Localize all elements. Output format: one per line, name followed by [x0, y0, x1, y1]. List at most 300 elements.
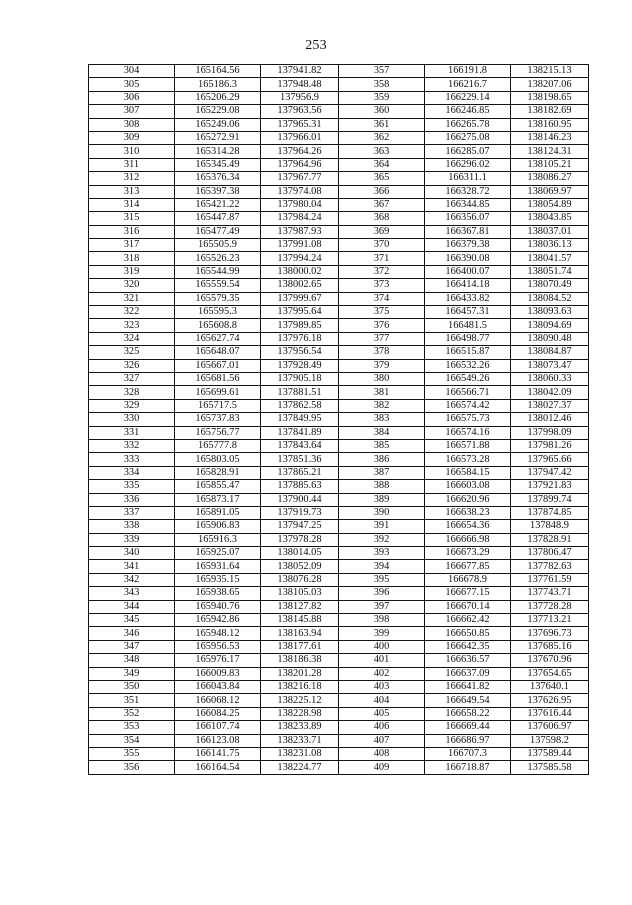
x-coordinate-cell: 165940.76: [175, 600, 261, 613]
y-coordinate-cell: 138105.03: [261, 587, 339, 600]
y-coordinate-cell: 137626.95: [511, 694, 589, 707]
point-number-cell: 339: [89, 533, 175, 546]
y-coordinate-cell: 137885.63: [261, 480, 339, 493]
y-coordinate-cell: 138216.18: [261, 680, 339, 693]
table-row: [89, 91, 589, 104]
point-number-cell: 378: [339, 346, 425, 359]
y-coordinate-cell: 137964.96: [261, 158, 339, 171]
x-coordinate-cell: 166574.16: [425, 426, 511, 439]
x-coordinate-cell: 165956.53: [175, 640, 261, 653]
x-coordinate-cell: 165803.05: [175, 453, 261, 466]
point-number-cell: 308: [89, 118, 175, 131]
table-row: [89, 225, 589, 238]
table-row: [89, 466, 589, 479]
table-row: [89, 533, 589, 546]
x-coordinate-cell: 165579.35: [175, 292, 261, 305]
x-coordinate-cell: 166654.36: [425, 520, 511, 533]
x-coordinate-cell: 166344.85: [425, 198, 511, 211]
y-coordinate-cell: 138076.28: [261, 573, 339, 586]
y-coordinate-cell: 138124.31: [511, 145, 589, 158]
y-coordinate-cell: 137728.28: [511, 600, 589, 613]
point-number-cell: 365: [339, 172, 425, 185]
point-number-cell: 362: [339, 131, 425, 144]
x-coordinate-cell: 166457.31: [425, 306, 511, 319]
x-coordinate-cell: 165314.28: [175, 145, 261, 158]
x-coordinate-cell: 166636.57: [425, 654, 511, 667]
x-coordinate-cell: 166532.26: [425, 359, 511, 372]
y-coordinate-cell: 137899.74: [511, 493, 589, 506]
y-coordinate-cell: 138201.28: [261, 667, 339, 680]
point-number-cell: 325: [89, 346, 175, 359]
y-coordinate-cell: 138042.09: [511, 386, 589, 399]
point-number-cell: 384: [339, 426, 425, 439]
y-coordinate-cell: 137743.71: [511, 587, 589, 600]
table-row: [89, 105, 589, 118]
x-coordinate-cell: 166296.02: [425, 158, 511, 171]
x-coordinate-cell: 166275.08: [425, 131, 511, 144]
point-number-cell: 354: [89, 734, 175, 747]
y-coordinate-cell: 137862.58: [261, 399, 339, 412]
table-row: [89, 372, 589, 385]
point-number-cell: 396: [339, 587, 425, 600]
y-coordinate-cell: 137585.58: [511, 761, 589, 774]
x-coordinate-cell: 165526.23: [175, 252, 261, 265]
y-coordinate-cell: 137874.85: [511, 506, 589, 519]
x-coordinate-cell: 166678.9: [425, 573, 511, 586]
x-coordinate-cell: 166216.7: [425, 78, 511, 91]
x-coordinate-cell: 165272.91: [175, 131, 261, 144]
point-number-cell: 345: [89, 614, 175, 627]
point-number-cell: 342: [89, 573, 175, 586]
point-number-cell: 327: [89, 372, 175, 385]
point-number-cell: 309: [89, 131, 175, 144]
y-coordinate-cell: 137606.97: [511, 721, 589, 734]
point-number-cell: 351: [89, 694, 175, 707]
x-coordinate-cell: 165717.5: [175, 399, 261, 412]
point-number-cell: 321: [89, 292, 175, 305]
x-coordinate-cell: 165828.91: [175, 466, 261, 479]
point-number-cell: 311: [89, 158, 175, 171]
point-number-cell: 343: [89, 587, 175, 600]
table-row: [89, 413, 589, 426]
y-coordinate-cell: 137956.9: [261, 91, 339, 104]
point-number-cell: 399: [339, 627, 425, 640]
x-coordinate-cell: 166356.07: [425, 212, 511, 225]
point-number-cell: 324: [89, 332, 175, 345]
x-coordinate-cell: 165648.07: [175, 346, 261, 359]
y-coordinate-cell: 137685.16: [511, 640, 589, 653]
point-number-cell: 348: [89, 654, 175, 667]
point-number-cell: 332: [89, 439, 175, 452]
y-coordinate-cell: 137974.08: [261, 185, 339, 198]
x-coordinate-cell: 166677.85: [425, 560, 511, 573]
point-number-cell: 392: [339, 533, 425, 546]
y-coordinate-cell: 138084.87: [511, 346, 589, 359]
point-number-cell: 401: [339, 654, 425, 667]
x-coordinate-cell: 166141.75: [175, 747, 261, 760]
x-coordinate-cell: 166549.26: [425, 372, 511, 385]
point-number-cell: 323: [89, 319, 175, 332]
point-number-cell: 403: [339, 680, 425, 693]
x-coordinate-cell: 166414.18: [425, 279, 511, 292]
point-number-cell: 390: [339, 506, 425, 519]
y-coordinate-cell: 137956.54: [261, 346, 339, 359]
x-coordinate-cell: 165681.56: [175, 372, 261, 385]
y-coordinate-cell: 137761.59: [511, 573, 589, 586]
point-number-cell: 395: [339, 573, 425, 586]
point-number-cell: 393: [339, 547, 425, 560]
y-coordinate-cell: 137900.44: [261, 493, 339, 506]
y-coordinate-cell: 137843.64: [261, 439, 339, 452]
y-coordinate-cell: 138043.85: [511, 212, 589, 225]
table-row: [89, 520, 589, 533]
table-row: [89, 292, 589, 305]
x-coordinate-cell: 166328.72: [425, 185, 511, 198]
y-coordinate-cell: 138052.09: [261, 560, 339, 573]
point-number-cell: 307: [89, 105, 175, 118]
y-coordinate-cell: 137995.64: [261, 306, 339, 319]
y-coordinate-cell: 138233.71: [261, 734, 339, 747]
y-coordinate-cell: 137616.44: [511, 707, 589, 720]
point-number-cell: 376: [339, 319, 425, 332]
x-coordinate-cell: 166574.42: [425, 399, 511, 412]
point-number-cell: 353: [89, 721, 175, 734]
x-coordinate-cell: 165477.49: [175, 225, 261, 238]
x-coordinate-cell: 165397.38: [175, 185, 261, 198]
point-number-cell: 349: [89, 667, 175, 680]
y-coordinate-cell: 137670.96: [511, 654, 589, 667]
table-row: [89, 573, 589, 586]
table-row: [89, 399, 589, 412]
point-number-cell: 398: [339, 614, 425, 627]
y-coordinate-cell: 138177.61: [261, 640, 339, 653]
table-row: [89, 239, 589, 252]
point-number-cell: 369: [339, 225, 425, 238]
y-coordinate-cell: 137984.24: [261, 212, 339, 225]
x-coordinate-cell: 166498.77: [425, 332, 511, 345]
y-coordinate-cell: 138094.69: [511, 319, 589, 332]
point-number-cell: 371: [339, 252, 425, 265]
y-coordinate-cell: 137640.1: [511, 680, 589, 693]
x-coordinate-cell: 165873.17: [175, 493, 261, 506]
x-coordinate-cell: 166265.78: [425, 118, 511, 131]
y-coordinate-cell: 137941.82: [261, 65, 339, 78]
y-coordinate-cell: 138198.65: [511, 91, 589, 104]
point-number-cell: 306: [89, 91, 175, 104]
x-coordinate-cell: 166718.87: [425, 761, 511, 774]
y-coordinate-cell: 138182.69: [511, 105, 589, 118]
table-row: [89, 654, 589, 667]
point-number-cell: 330: [89, 413, 175, 426]
y-coordinate-cell: 137964.26: [261, 145, 339, 158]
x-coordinate-cell: 165608.8: [175, 319, 261, 332]
y-coordinate-cell: 137966.01: [261, 131, 339, 144]
x-coordinate-cell: 165186.3: [175, 78, 261, 91]
x-coordinate-cell: 166650.85: [425, 627, 511, 640]
y-coordinate-cell: 138070.49: [511, 279, 589, 292]
x-coordinate-cell: 166285.07: [425, 145, 511, 158]
table-row: [89, 680, 589, 693]
point-number-cell: 364: [339, 158, 425, 171]
x-coordinate-cell: 165976.17: [175, 654, 261, 667]
table-row: [89, 480, 589, 493]
point-number-cell: 331: [89, 426, 175, 439]
point-number-cell: 374: [339, 292, 425, 305]
point-number-cell: 320: [89, 279, 175, 292]
x-coordinate-cell: 165627.74: [175, 332, 261, 345]
y-coordinate-cell: 137989.85: [261, 319, 339, 332]
point-number-cell: 336: [89, 493, 175, 506]
table-row: [89, 667, 589, 680]
table-row: [89, 560, 589, 573]
point-number-cell: 402: [339, 667, 425, 680]
x-coordinate-cell: 166641.82: [425, 680, 511, 693]
table-row: [89, 734, 589, 747]
table-row: [89, 279, 589, 292]
x-coordinate-cell: 166084.25: [175, 707, 261, 720]
y-coordinate-cell: 137991.08: [261, 239, 339, 252]
x-coordinate-cell: 166009.83: [175, 667, 261, 680]
y-coordinate-cell: 137999.67: [261, 292, 339, 305]
y-coordinate-cell: 137994.24: [261, 252, 339, 265]
table-row: [89, 158, 589, 171]
y-coordinate-cell: 137987.93: [261, 225, 339, 238]
x-coordinate-cell: 166515.87: [425, 346, 511, 359]
y-coordinate-cell: 138231.08: [261, 747, 339, 760]
point-number-cell: 304: [89, 65, 175, 78]
point-number-cell: 408: [339, 747, 425, 760]
table-row: [89, 65, 589, 78]
x-coordinate-cell: 166164.54: [175, 761, 261, 774]
y-coordinate-cell: 137806.47: [511, 547, 589, 560]
point-number-cell: 385: [339, 439, 425, 452]
table-row: [89, 453, 589, 466]
point-number-cell: 388: [339, 480, 425, 493]
y-coordinate-cell: 137841.89: [261, 426, 339, 439]
y-coordinate-cell: 137849.95: [261, 413, 339, 426]
table-row: [89, 131, 589, 144]
y-coordinate-cell: 138127.82: [261, 600, 339, 613]
x-coordinate-cell: 165699.61: [175, 386, 261, 399]
point-number-cell: 400: [339, 640, 425, 653]
point-number-cell: 387: [339, 466, 425, 479]
x-coordinate-cell: 166670.14: [425, 600, 511, 613]
table-row: [89, 600, 589, 613]
x-coordinate-cell: 165935.15: [175, 573, 261, 586]
point-number-cell: 346: [89, 627, 175, 640]
point-number-cell: 381: [339, 386, 425, 399]
x-coordinate-cell: 166658.22: [425, 707, 511, 720]
point-number-cell: 363: [339, 145, 425, 158]
x-coordinate-cell: 166481.5: [425, 319, 511, 332]
x-coordinate-cell: 165229.08: [175, 105, 261, 118]
x-coordinate-cell: 165777.8: [175, 439, 261, 452]
y-coordinate-cell: 138215.13: [511, 65, 589, 78]
point-number-cell: 404: [339, 694, 425, 707]
y-coordinate-cell: 137998.09: [511, 426, 589, 439]
y-coordinate-cell: 138145.88: [261, 614, 339, 627]
table-row: [89, 694, 589, 707]
x-coordinate-cell: 166638.23: [425, 506, 511, 519]
y-coordinate-cell: 138060.33: [511, 372, 589, 385]
point-number-cell: 380: [339, 372, 425, 385]
y-coordinate-cell: 138228.98: [261, 707, 339, 720]
y-coordinate-cell: 138000.02: [261, 265, 339, 278]
point-number-cell: 397: [339, 600, 425, 613]
table-row: [89, 707, 589, 720]
table-row: [89, 198, 589, 211]
point-number-cell: 329: [89, 399, 175, 412]
table-row: [89, 212, 589, 225]
table-row: [89, 506, 589, 519]
point-number-cell: 372: [339, 265, 425, 278]
point-number-cell: 334: [89, 466, 175, 479]
y-coordinate-cell: 137848.9: [511, 520, 589, 533]
point-number-cell: 368: [339, 212, 425, 225]
point-number-cell: 377: [339, 332, 425, 345]
x-coordinate-cell: 165891.05: [175, 506, 261, 519]
y-coordinate-cell: 138093.63: [511, 306, 589, 319]
y-coordinate-cell: 138225.12: [261, 694, 339, 707]
y-coordinate-cell: 137981.26: [511, 439, 589, 452]
y-coordinate-cell: 138090.48: [511, 332, 589, 345]
point-number-cell: 360: [339, 105, 425, 118]
x-coordinate-cell: 166649.54: [425, 694, 511, 707]
y-coordinate-cell: 137980.04: [261, 198, 339, 211]
point-number-cell: 407: [339, 734, 425, 747]
x-coordinate-cell: 165164.56: [175, 65, 261, 78]
y-coordinate-cell: 138224.77: [261, 761, 339, 774]
x-coordinate-cell: 166390.08: [425, 252, 511, 265]
point-number-cell: 366: [339, 185, 425, 198]
y-coordinate-cell: 137947.42: [511, 466, 589, 479]
x-coordinate-cell: 165595.3: [175, 306, 261, 319]
y-coordinate-cell: 138084.52: [511, 292, 589, 305]
point-number-cell: 310: [89, 145, 175, 158]
x-coordinate-cell: 166191.8: [425, 65, 511, 78]
point-number-cell: 358: [339, 78, 425, 91]
y-coordinate-cell: 137965.66: [511, 453, 589, 466]
x-coordinate-cell: 166068.12: [175, 694, 261, 707]
point-number-cell: 379: [339, 359, 425, 372]
y-coordinate-cell: 137919.73: [261, 506, 339, 519]
y-coordinate-cell: 138233.89: [261, 721, 339, 734]
y-coordinate-cell: 137654.65: [511, 667, 589, 680]
y-coordinate-cell: 137928.49: [261, 359, 339, 372]
x-coordinate-cell: 166571.88: [425, 439, 511, 452]
y-coordinate-cell: 137589.44: [511, 747, 589, 760]
table-row: [89, 332, 589, 345]
point-number-cell: 394: [339, 560, 425, 573]
point-number-cell: 313: [89, 185, 175, 198]
point-number-cell: 359: [339, 91, 425, 104]
x-coordinate-cell: 165925.07: [175, 547, 261, 560]
y-coordinate-cell: 137905.18: [261, 372, 339, 385]
table-row: [89, 145, 589, 158]
point-number-cell: 375: [339, 306, 425, 319]
point-number-cell: 355: [89, 747, 175, 760]
point-number-cell: 338: [89, 520, 175, 533]
point-number-cell: 312: [89, 172, 175, 185]
point-number-cell: 335: [89, 480, 175, 493]
point-number-cell: 373: [339, 279, 425, 292]
table-row: [89, 614, 589, 627]
x-coordinate-cell: 166043.84: [175, 680, 261, 693]
x-coordinate-cell: 165544.99: [175, 265, 261, 278]
point-number-cell: 317: [89, 239, 175, 252]
point-number-cell: 389: [339, 493, 425, 506]
point-number-cell: 367: [339, 198, 425, 211]
y-coordinate-cell: 138014.05: [261, 547, 339, 560]
table-row: [89, 386, 589, 399]
y-coordinate-cell: 137947.25: [261, 520, 339, 533]
x-coordinate-cell: 165421.22: [175, 198, 261, 211]
table-row: [89, 172, 589, 185]
x-coordinate-cell: 166666.98: [425, 533, 511, 546]
table-row: [89, 346, 589, 359]
y-coordinate-cell: 137828.91: [511, 533, 589, 546]
coordinates-table-body: [89, 65, 589, 775]
y-coordinate-cell: 137865.21: [261, 466, 339, 479]
table-row: [89, 306, 589, 319]
point-number-cell: 333: [89, 453, 175, 466]
y-coordinate-cell: 138073.47: [511, 359, 589, 372]
y-coordinate-cell: 137713.21: [511, 614, 589, 627]
table-row: [89, 118, 589, 131]
point-number-cell: 370: [339, 239, 425, 252]
table-row: [89, 265, 589, 278]
x-coordinate-cell: 165447.87: [175, 212, 261, 225]
x-coordinate-cell: 165916.3: [175, 533, 261, 546]
x-coordinate-cell: 166433.82: [425, 292, 511, 305]
point-number-cell: 409: [339, 761, 425, 774]
point-number-cell: 357: [339, 65, 425, 78]
y-coordinate-cell: 137598.2: [511, 734, 589, 747]
page-number: 253: [305, 38, 327, 53]
x-coordinate-cell: 166123.08: [175, 734, 261, 747]
table-row: [89, 252, 589, 265]
y-coordinate-cell: 138002.65: [261, 279, 339, 292]
point-number-cell: 318: [89, 252, 175, 265]
x-coordinate-cell: 166707.3: [425, 747, 511, 760]
x-coordinate-cell: 166637.09: [425, 667, 511, 680]
y-coordinate-cell: 137976.18: [261, 332, 339, 345]
x-coordinate-cell: 165906.83: [175, 520, 261, 533]
point-number-cell: 326: [89, 359, 175, 372]
x-coordinate-cell: 166246.85: [425, 105, 511, 118]
y-coordinate-cell: 137965.31: [261, 118, 339, 131]
y-coordinate-cell: 138160.95: [511, 118, 589, 131]
y-coordinate-cell: 138041.57: [511, 252, 589, 265]
x-coordinate-cell: 166662.42: [425, 614, 511, 627]
x-coordinate-cell: 165206.29: [175, 91, 261, 104]
table-row: [89, 761, 589, 774]
y-coordinate-cell: 138086.27: [511, 172, 589, 185]
table-row: [89, 627, 589, 640]
y-coordinate-cell: 137881.51: [261, 386, 339, 399]
y-coordinate-cell: 137948.48: [261, 78, 339, 91]
point-number-cell: 344: [89, 600, 175, 613]
x-coordinate-cell: 166229.14: [425, 91, 511, 104]
y-coordinate-cell: 138012.46: [511, 413, 589, 426]
y-coordinate-cell: 137782.63: [511, 560, 589, 573]
x-coordinate-cell: 166677.15: [425, 587, 511, 600]
x-coordinate-cell: 166673.29: [425, 547, 511, 560]
point-number-cell: 316: [89, 225, 175, 238]
y-coordinate-cell: 138036.13: [511, 239, 589, 252]
x-coordinate-cell: 165559.54: [175, 279, 261, 292]
y-coordinate-cell: 137963.56: [261, 105, 339, 118]
